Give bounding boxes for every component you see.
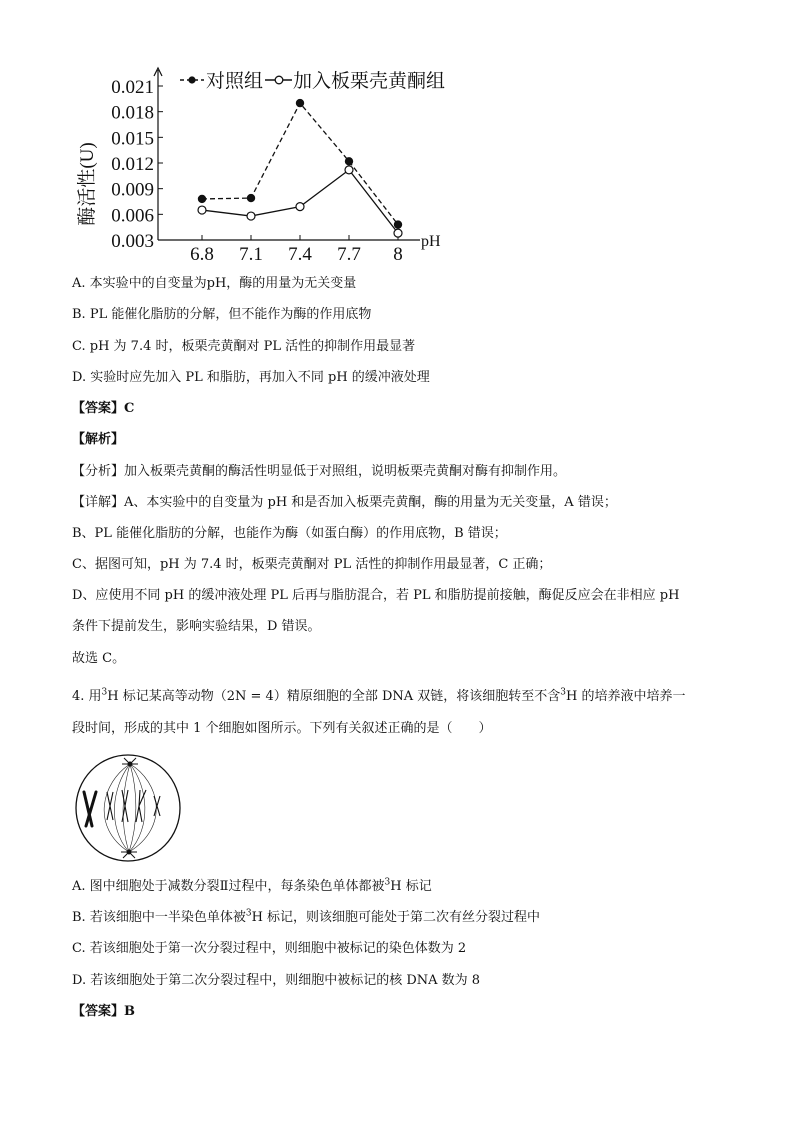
x-tick-label: 6.8 [190, 244, 214, 265]
q3-detail-b: B、PL 能催化脂肪的分解，也能作为酶（如蛋白酶）的作用底物，B 错误； [72, 526, 507, 541]
q3-detail-d-continued: 条件下提前发生，影响实验结果，D 错误。 [72, 619, 321, 634]
q4-option-a [72, 878, 432, 896]
y-tick-label: 0.009 [111, 179, 154, 201]
q3-detail-a: 【详解】A、本实验中的自变量为 pH 和是否加入板栗壳黄酮，酶的用量为无关变量，A 错误； [72, 495, 617, 510]
superscript: 3 [245, 908, 252, 919]
q4-stem-line2: 段时间，形成的其中 1 个细胞如图所示。下列有关叙述正确的是（ ） [72, 721, 492, 736]
control-point [394, 221, 401, 228]
cell-division-diagram [72, 752, 184, 864]
treatment-point [296, 203, 304, 211]
y-tick-label: 0.006 [111, 205, 154, 227]
control-point [247, 194, 254, 201]
q4-option-b [72, 909, 540, 927]
x-tick-label: 7.7 [337, 244, 361, 265]
q3-option-c: C. pH 为 7.4 时，板栗壳黄酮对 PL 活性的抑制作用最显著 [72, 339, 416, 354]
superscript: 3 [384, 877, 391, 888]
q4-option-d: D. 若该细胞处于第二次分裂过程中，则细胞中被标记的核 DNA 数为 8 [72, 973, 481, 988]
q3-option-a: A. 本实验中的自变量为pH，酶的用量为无关变量 [72, 276, 357, 291]
q4-option-b-text: H 标记，则该细胞可能处于第二次有丝分裂过程中 [251, 910, 541, 925]
q4-stem-part: 4. 用 [72, 689, 102, 704]
x-tick-label: 7.4 [288, 244, 312, 265]
treatment-point [345, 166, 353, 174]
q3-analysis-heading: 【解析】 [72, 432, 125, 447]
legend-label-treatment: 加入板栗壳黄酮组 [293, 71, 446, 92]
control-point [296, 100, 303, 107]
q4-option-c: C. 若该细胞处于第一次分裂过程中，则细胞中被标记的染色体数为 2 [72, 941, 467, 956]
q3-conclusion: 故选 C。 [72, 651, 126, 666]
y-tick-label: 0.003 [111, 231, 154, 252]
q4-option-a-text: A. 图中细胞处于减数分裂Ⅱ过程中，每条染色单体都被 [72, 879, 385, 894]
chromosome-light [107, 790, 160, 822]
q4-stem-part: H 标记某高等动物（2N = 4）精原细胞的全部 DNA 双链，将该细胞转至不含 [107, 689, 561, 704]
legend-label-control: 对照组 [206, 71, 264, 92]
chromosome-dark [84, 792, 96, 826]
enzyme-activity-chart [70, 62, 470, 274]
x-tick-label: 7.1 [239, 244, 263, 265]
series-line-treatment [202, 170, 398, 233]
chart-axes [154, 68, 420, 240]
q3-detail-d: D、应使用不同 pH 的缓冲液处理 PL 后再与脂肪混合，若 PL 和脂肪提前接触，酶促反应会在非相应 pH [72, 588, 680, 603]
treatment-point [247, 212, 255, 220]
chart-series [198, 100, 402, 238]
superscript: 3 [101, 687, 108, 698]
legend-marker-control [188, 76, 195, 83]
treatment-point [394, 229, 402, 237]
q4-answer: 【答案】B [72, 1004, 135, 1019]
y-tick-label: 0.012 [111, 154, 154, 175]
q3-detail-c: C、据图可知，pH 为 7.4 时，板栗壳黄酮对 PL 活性的抑制作用最显著，C 正确； [72, 557, 552, 572]
centrosome-top [122, 758, 138, 766]
q3-answer: 【答案】C [72, 401, 135, 416]
superscript: 3 [560, 687, 567, 698]
control-point [345, 158, 352, 165]
treatment-point [198, 206, 206, 214]
centrosome-bottom [121, 850, 137, 858]
y-tick-label: 0.021 [111, 77, 154, 98]
y-tick-label: 0.018 [111, 102, 154, 124]
x-tick-label: 8 [393, 244, 403, 265]
spindle-fibers [104, 764, 156, 852]
x-axis-unit: pH [421, 233, 441, 250]
y-axis-ticks [111, 77, 163, 252]
q3-option-b: B. PL 能催化脂肪的分解，但不能作为酶的作用底物 [72, 307, 372, 322]
y-axis-label: 酶活性(U) [77, 142, 98, 226]
legend-marker-treatment [275, 76, 283, 84]
q3-option-d: D. 实验时应先加入 PL 和脂肪，再加入不同 pH 的缓冲液处理 [72, 370, 430, 385]
y-tick-label: 0.015 [111, 128, 154, 150]
chart-legend [180, 70, 445, 92]
q4-stem-line1 [72, 688, 686, 706]
q3-analysis: 【分析】加入板栗壳黄酮的酶活性明显低于对照组，说明板栗壳黄酮对酶有抑制作用。 [72, 464, 567, 479]
q4-option-a-text: H 标记 [390, 879, 432, 894]
q4-stem-part: H 的培养液中培养一 [566, 689, 686, 704]
control-point [198, 195, 205, 202]
q4-option-b-text: B. 若该细胞中一半染色单体被 [72, 910, 246, 925]
